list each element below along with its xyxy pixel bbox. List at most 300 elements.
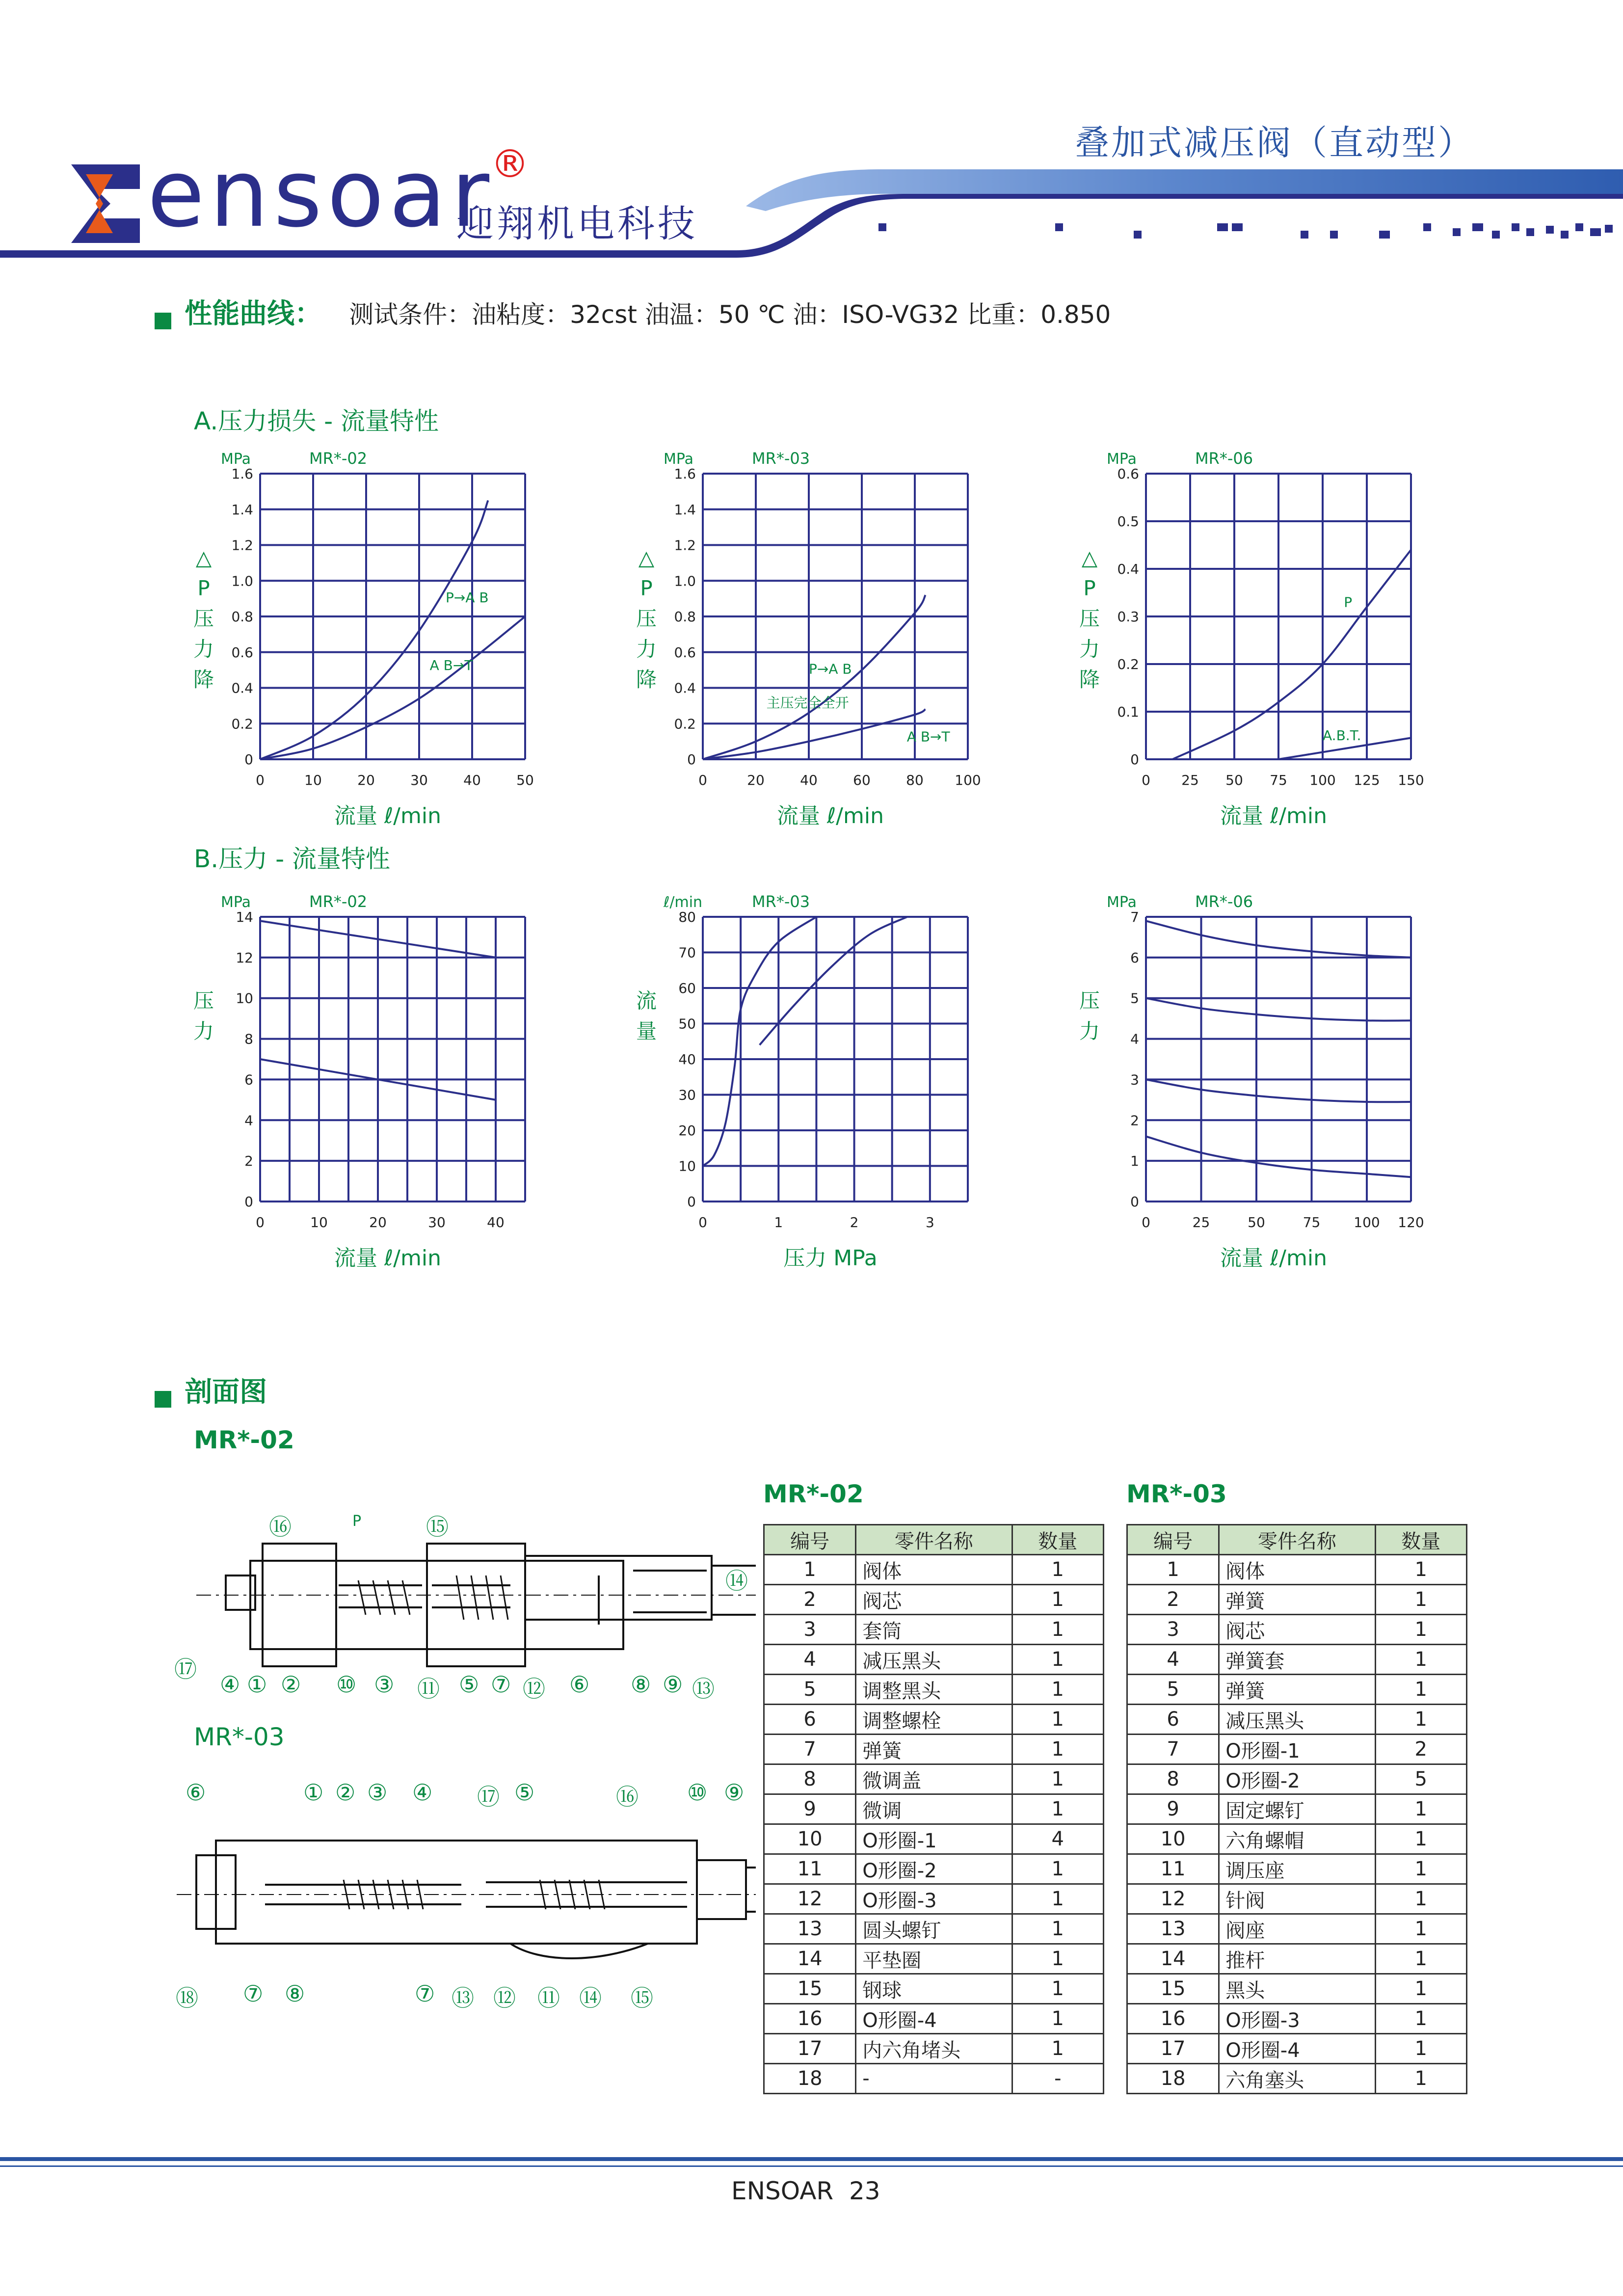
x-tick-label: 0 (698, 1214, 707, 1230)
y-tick-label: 0.4 (231, 680, 253, 696)
table-row (764, 1764, 1104, 1794)
y-unit-label: MPa (221, 894, 251, 911)
y-unit-label: MPa (1107, 451, 1137, 468)
part-number: 3 (764, 1615, 856, 1645)
x-tick-label: 0 (1142, 772, 1150, 788)
table-row (1127, 1914, 1467, 1944)
part-quantity: 1 (1375, 1794, 1466, 1824)
table-row (1127, 1764, 1467, 1794)
part-callout: ⑬ (452, 1985, 474, 2011)
part-callout: ⑮ (426, 1514, 449, 1540)
y-axis-label-char: P (197, 576, 210, 601)
table-header-cell: 编号 (1127, 1525, 1219, 1555)
y-tick-label: 1.2 (674, 537, 696, 554)
performance-heading: 性能曲线： (185, 298, 322, 330)
y-tick-label: 1.6 (231, 466, 253, 482)
part-number: 9 (1127, 1794, 1219, 1824)
part-number: 2 (1127, 1585, 1219, 1615)
section-bullet-icon (155, 1391, 171, 1408)
part-quantity: 1 (1375, 1585, 1466, 1615)
table-row (764, 1944, 1104, 1974)
part-callout: ⑬ (692, 1676, 715, 1702)
y-tick-label: 40 (678, 1051, 696, 1068)
x-tick-label: 100 (1354, 1214, 1380, 1230)
y-unit-label: MPa (664, 451, 694, 468)
part-number: 15 (1127, 1974, 1219, 2004)
part-number: 10 (1127, 1824, 1219, 1854)
x-tick-label: 1 (774, 1214, 783, 1230)
part-quantity: 1 (1375, 2064, 1466, 2094)
part-name: 微调盖 (856, 1764, 1012, 1794)
chart-title: MR*-06 (1195, 892, 1253, 911)
part-name: 减压黑头 (856, 1645, 1012, 1675)
y-axis-label-char: 降 (636, 667, 657, 692)
part-quantity: 1 (1012, 1764, 1103, 1794)
x-tick-label: 30 (410, 772, 428, 788)
table-row (1127, 2064, 1467, 2094)
part-callout: ⑥ (186, 1779, 206, 1806)
series-line (1146, 1079, 1411, 1102)
chart-title: MR*-02 (309, 892, 368, 911)
part-name: 六角塞头 (1219, 2064, 1375, 2094)
footer-rule-thin (0, 2165, 1623, 2167)
table-row (1127, 1735, 1467, 1764)
part-callout: ③ (374, 1671, 395, 1698)
series-label: A.B.T. (1323, 727, 1361, 744)
part-name: 调整螺栓 (856, 1705, 1012, 1735)
section-view-heading: 剖面图 (185, 1376, 267, 1408)
table-row (1127, 1645, 1467, 1675)
x-axis-label: 流量 ℓ/min (777, 803, 884, 828)
table-row (1127, 1675, 1467, 1705)
registered-mark: ® (491, 142, 529, 187)
part-quantity: 1 (1012, 1944, 1103, 1974)
table-row (764, 1675, 1104, 1705)
series-line (760, 917, 907, 1045)
y-tick-label: 8 (244, 1031, 253, 1047)
series-line (703, 709, 926, 759)
table-header-cell: 零件名称 (1219, 1525, 1375, 1555)
part-number: 12 (764, 1884, 856, 1914)
part-quantity: 1 (1012, 2034, 1103, 2064)
x-tick-label: 50 (516, 772, 534, 788)
part-number: 7 (764, 1735, 856, 1764)
part-number: 15 (764, 1974, 856, 2004)
part-quantity: 1 (1012, 1735, 1103, 1764)
table-header-cell: 零件名称 (856, 1525, 1012, 1555)
table-header-cell: 数量 (1375, 1525, 1466, 1555)
x-tick-label: 25 (1181, 772, 1199, 788)
y-tick-label: 6 (1130, 949, 1139, 966)
part-number: 16 (764, 2004, 856, 2034)
y-tick-label: 0.5 (1117, 513, 1139, 530)
y-tick-label: 1.0 (231, 573, 253, 589)
chart-title: MR*-03 (752, 892, 810, 911)
part-name: O形圈-3 (856, 1884, 1012, 1914)
y-axis-label-char: 量 (636, 1019, 657, 1043)
x-tick-label: 10 (304, 772, 322, 788)
chart-title: MR*-02 (309, 449, 368, 468)
part-callout: ⑧ (631, 1671, 651, 1698)
part-name: 圆头螺钉 (856, 1914, 1012, 1944)
part-name: 弹簧 (1219, 1675, 1375, 1705)
part-name: 调压座 (1219, 1854, 1375, 1884)
part-quantity: 1 (1012, 1585, 1103, 1615)
y-tick-label: 0 (1130, 1194, 1139, 1210)
part-name: 阀芯 (856, 1585, 1012, 1615)
y-tick-label: 7 (1130, 909, 1139, 925)
part-callout: ⑮ (631, 1985, 653, 2011)
part-quantity: 1 (1375, 2004, 1466, 2034)
part-name: 减压黑头 (1219, 1705, 1375, 1735)
table-row (764, 1884, 1104, 1914)
part-callout: ① (247, 1671, 267, 1698)
part-callout: ⑩ (336, 1671, 357, 1698)
company-name: 迎翔机电科技 (456, 202, 698, 245)
part-number: 3 (1127, 1615, 1219, 1645)
x-axis-label: 流量 ℓ/min (1220, 1246, 1327, 1271)
y-axis-label-char: 压 (1079, 607, 1100, 631)
y-axis-label-char: 力 (193, 1019, 214, 1043)
x-tick-label: 50 (1225, 772, 1243, 788)
section-b-title: B.压力 - 流量特性 (194, 845, 391, 873)
part-name: O形圈-3 (1219, 2004, 1375, 2034)
y-axis-label-char: 降 (193, 667, 214, 692)
table-header-cell: 编号 (764, 1525, 856, 1555)
part-callout: ⑥ (569, 1671, 590, 1698)
y-tick-label: 0.4 (1117, 561, 1139, 577)
model-03-label: MR*-03 (194, 1723, 285, 1751)
part-quantity: 1 (1012, 1555, 1103, 1585)
y-axis-label-char: 降 (1079, 667, 1100, 692)
part-name: 调整黑头 (856, 1675, 1012, 1705)
part-quantity: 1 (1375, 1944, 1466, 1974)
series-line (1146, 921, 1411, 958)
parts-table-mr03 (1126, 1524, 1467, 2094)
part-name: 弹簧 (856, 1735, 1012, 1764)
part-name: 阀座 (1219, 1914, 1375, 1944)
part-number: 13 (764, 1914, 856, 1944)
part-quantity: 1 (1012, 1645, 1103, 1675)
part-quantity: 1 (1012, 1794, 1103, 1824)
x-tick-label: 60 (853, 772, 871, 788)
part-name: O形圈-4 (1219, 2034, 1375, 2064)
table-header-cell: 数量 (1012, 1525, 1103, 1555)
part-callout: ⑩ (687, 1779, 708, 1806)
y-tick-label: 20 (678, 1122, 696, 1139)
y-tick-label: 0.1 (1117, 704, 1139, 720)
table-row (1127, 1944, 1467, 1974)
part-name: 平垫圈 (856, 1944, 1012, 1974)
table-row (1127, 1705, 1467, 1735)
y-axis-label-char: 压 (636, 607, 657, 631)
table-row (1127, 2034, 1467, 2064)
table-row (1127, 1555, 1467, 1585)
y-tick-label: 0.2 (231, 716, 253, 732)
y-tick-label: 0.6 (231, 644, 253, 661)
part-callout: ⑫ (493, 1985, 516, 2011)
part-callout: ④ (220, 1671, 240, 1698)
part-callout: ⑪ (537, 1985, 560, 2011)
x-axis-label: 流量 ℓ/min (334, 803, 441, 828)
part-callout: ② (335, 1779, 356, 1806)
part-callout: ④ (412, 1779, 433, 1806)
part-quantity: 1 (1375, 1645, 1466, 1675)
part-quantity: - (1012, 2064, 1103, 2094)
part-number: 14 (1127, 1944, 1219, 1974)
part-number: 6 (764, 1705, 856, 1735)
table-mr02-title: MR*-02 (763, 1480, 864, 1508)
part-name: 固定螺钉 (1219, 1794, 1375, 1824)
brand-wordmark: ensoar (147, 139, 495, 248)
table-row (764, 1645, 1104, 1675)
table-row (1127, 1615, 1467, 1645)
port-p-label: P (352, 1513, 362, 1530)
y-axis-label-char: 压 (1079, 988, 1100, 1013)
x-axis-label: 压力 MPa (783, 1246, 878, 1271)
footer-rule (0, 2157, 1623, 2161)
x-tick-label: 25 (1192, 1214, 1210, 1230)
part-quantity: 1 (1375, 1824, 1466, 1854)
chart-title: MR*-06 (1195, 449, 1253, 468)
x-tick-label: 75 (1303, 1214, 1321, 1230)
part-quantity: 1 (1375, 1974, 1466, 2004)
y-tick-label: 0.8 (674, 609, 696, 625)
part-number: 14 (764, 1944, 856, 1974)
x-axis-label: 流量 ℓ/min (1220, 803, 1327, 828)
part-quantity: 1 (1375, 1615, 1466, 1645)
table-row (764, 2034, 1104, 2064)
y-axis-label-char: 力 (1079, 1019, 1100, 1043)
x-tick-label: 100 (955, 772, 981, 788)
series-label: P (1344, 594, 1353, 611)
test-conditions: 测试条件：油粘度：32cst 油温：50 ℃ 油：ISO-VG32 比重：0.850 (349, 300, 1111, 329)
part-quantity: 1 (1375, 1555, 1466, 1585)
part-name: O形圈-2 (856, 1854, 1012, 1884)
part-callout: ⑭ (579, 1985, 602, 2011)
x-tick-label: 50 (1248, 1214, 1265, 1230)
part-name: - (856, 2064, 1012, 2094)
part-callout: ⑧ (285, 1980, 305, 2007)
part-callout: ⑦ (415, 1980, 435, 2007)
y-tick-label: 0.6 (1117, 466, 1139, 482)
part-quantity: 1 (1012, 1914, 1103, 1944)
part-number: 1 (764, 1555, 856, 1585)
y-axis-label-char: △ (1081, 546, 1098, 570)
y-tick-label: 0 (1130, 751, 1139, 768)
y-tick-label: 1.0 (674, 573, 696, 589)
table-row (1127, 1824, 1467, 1854)
part-callout: ② (281, 1671, 301, 1698)
part-name: 弹簧 (1219, 1585, 1375, 1615)
part-callout: ⑯ (616, 1784, 639, 1810)
part-quantity: 1 (1012, 1615, 1103, 1645)
table-row (764, 1705, 1104, 1735)
part-number: 11 (1127, 1854, 1219, 1884)
y-axis-label-char: P (640, 576, 653, 601)
part-name: 内六角堵头 (856, 2034, 1012, 2064)
part-quantity: 1 (1375, 2034, 1466, 2064)
table-row (764, 1854, 1104, 1884)
model-02-label: MR*-02 (194, 1426, 294, 1454)
x-tick-label: 40 (800, 772, 818, 788)
y-axis-label-char: 力 (1079, 637, 1100, 662)
part-name: O形圈-1 (1219, 1735, 1375, 1764)
x-tick-label: 150 (1398, 772, 1424, 788)
table-row (764, 2064, 1104, 2094)
part-number: 6 (1127, 1705, 1219, 1735)
section-view-heading-row (155, 1370, 267, 1410)
table-row (1127, 1794, 1467, 1824)
x-tick-label: 3 (925, 1214, 934, 1230)
y-tick-label: 12 (236, 949, 253, 966)
part-name: 黑头 (1219, 1974, 1375, 2004)
part-quantity: 1 (1375, 1884, 1466, 1914)
y-axis-label-char: 压 (193, 988, 214, 1013)
part-number: 4 (1127, 1645, 1219, 1675)
part-callout: ⑦ (243, 1980, 264, 2007)
x-tick-label: 125 (1354, 772, 1380, 788)
part-number: 7 (1127, 1735, 1219, 1764)
y-tick-label: 3 (1130, 1071, 1139, 1088)
part-number: 17 (764, 2034, 856, 2064)
y-tick-label: 5 (1130, 990, 1139, 1007)
series-label: P→A B (446, 589, 489, 606)
part-callout: ⑤ (459, 1671, 479, 1698)
y-unit-label: MPa (1107, 894, 1137, 911)
table-row (764, 1735, 1104, 1764)
y-tick-label: 1.4 (231, 501, 253, 518)
y-tick-label: 4 (1130, 1031, 1139, 1047)
part-number: 10 (764, 1824, 856, 1854)
y-tick-label: 70 (678, 944, 696, 961)
footer-page-number: ENSOAR 23 (731, 2177, 880, 2205)
part-name: 推杆 (1219, 1944, 1375, 1974)
part-callout: ⑤ (514, 1779, 535, 1806)
x-tick-label: 10 (310, 1214, 328, 1230)
y-tick-label: 4 (244, 1112, 253, 1129)
part-callout: ⑨ (663, 1671, 683, 1698)
y-tick-label: 0.3 (1117, 609, 1139, 625)
part-number: 12 (1127, 1884, 1219, 1914)
part-number: 16 (1127, 2004, 1219, 2034)
part-quantity: 1 (1012, 1705, 1103, 1735)
table-row (1127, 1974, 1467, 2004)
part-quantity: 1 (1375, 1914, 1466, 1944)
y-axis-label-char: 压 (193, 607, 214, 631)
part-quantity: 5 (1375, 1764, 1466, 1794)
part-callout: ⑦ (491, 1671, 511, 1698)
table-row (1127, 1854, 1467, 1884)
part-name: 阀芯 (1219, 1615, 1375, 1645)
table-row (764, 1794, 1104, 1824)
y-axis-label-char: P (1083, 576, 1096, 601)
part-callout: ⑯ (269, 1514, 292, 1540)
part-quantity: 1 (1375, 1675, 1466, 1705)
series-line (1172, 550, 1411, 759)
chart-title: MR*-03 (752, 449, 810, 468)
product-title: 叠加式减压阀（直动型） (1075, 123, 1474, 163)
part-callout: ⑨ (724, 1779, 745, 1806)
part-number: 13 (1127, 1914, 1219, 1944)
part-number: 8 (764, 1764, 856, 1794)
part-number: 9 (764, 1794, 856, 1824)
x-tick-label: 40 (487, 1214, 505, 1230)
y-tick-label: 2 (244, 1153, 253, 1170)
part-number: 17 (1127, 2034, 1219, 2064)
part-quantity: 1 (1012, 1854, 1103, 1884)
part-name: O形圈-4 (856, 2004, 1012, 2034)
part-number: 18 (1127, 2064, 1219, 2094)
table-row (1127, 1884, 1467, 1914)
part-quantity: 1 (1012, 1884, 1103, 1914)
part-callout: ⑰ (174, 1656, 197, 1682)
y-tick-label: 0.4 (674, 680, 696, 696)
part-callout: ⑱ (176, 1985, 198, 2011)
x-tick-label: 2 (850, 1214, 859, 1230)
section-a-title: A.压力损失 - 流量特性 (194, 407, 439, 435)
part-callout: ⑰ (477, 1784, 500, 1810)
part-name: 套筒 (856, 1615, 1012, 1645)
part-number: 11 (764, 1854, 856, 1884)
y-axis-label-char: △ (638, 546, 655, 570)
x-tick-label: 0 (1142, 1214, 1150, 1230)
part-number: 2 (764, 1585, 856, 1615)
part-callout: ① (303, 1779, 324, 1806)
x-tick-label: 40 (463, 772, 481, 788)
x-tick-label: 120 (1398, 1214, 1424, 1230)
table-mr03-title: MR*-03 (1126, 1480, 1227, 1508)
table-row (764, 1555, 1104, 1585)
y-tick-label: 0.2 (1117, 656, 1139, 672)
part-callout: ⑫ (523, 1676, 545, 1702)
y-tick-label: 6 (244, 1071, 253, 1088)
part-callout: ⑪ (417, 1676, 440, 1702)
y-tick-label: 14 (236, 909, 253, 925)
series-line (1146, 998, 1411, 1021)
part-number: 1 (1127, 1555, 1219, 1585)
x-tick-label: 20 (369, 1214, 387, 1230)
y-unit-label: MPa (221, 451, 251, 468)
series-line (703, 595, 926, 759)
series-label: A B→T (906, 728, 950, 745)
y-axis-label-char: 力 (636, 637, 657, 662)
table-row (1127, 1585, 1467, 1615)
y-tick-label: 10 (236, 990, 253, 1007)
part-name: 阀体 (1219, 1555, 1375, 1585)
part-name: 阀体 (856, 1555, 1012, 1585)
x-axis-label: 流量 ℓ/min (334, 1246, 441, 1271)
table-row (764, 1585, 1104, 1615)
y-tick-label: 10 (678, 1158, 696, 1175)
x-tick-label: 20 (357, 772, 375, 788)
part-quantity: 1 (1012, 1675, 1103, 1705)
x-tick-label: 20 (747, 772, 765, 788)
table-row (764, 1914, 1104, 1944)
table-row (764, 1824, 1104, 1854)
series-label: A B→T (429, 657, 473, 674)
x-tick-label: 0 (698, 772, 707, 788)
part-name: O形圈-1 (856, 1824, 1012, 1854)
y-axis-label-char: 流 (636, 988, 657, 1013)
y-tick-label: 0 (244, 1194, 253, 1210)
y-tick-label: 50 (678, 1015, 696, 1032)
y-axis-label-char: 力 (193, 637, 214, 662)
table-row (764, 1974, 1104, 2004)
y-tick-label: 2 (1130, 1112, 1139, 1129)
y-tick-label: 1 (1130, 1153, 1139, 1170)
table-row (764, 1615, 1104, 1645)
